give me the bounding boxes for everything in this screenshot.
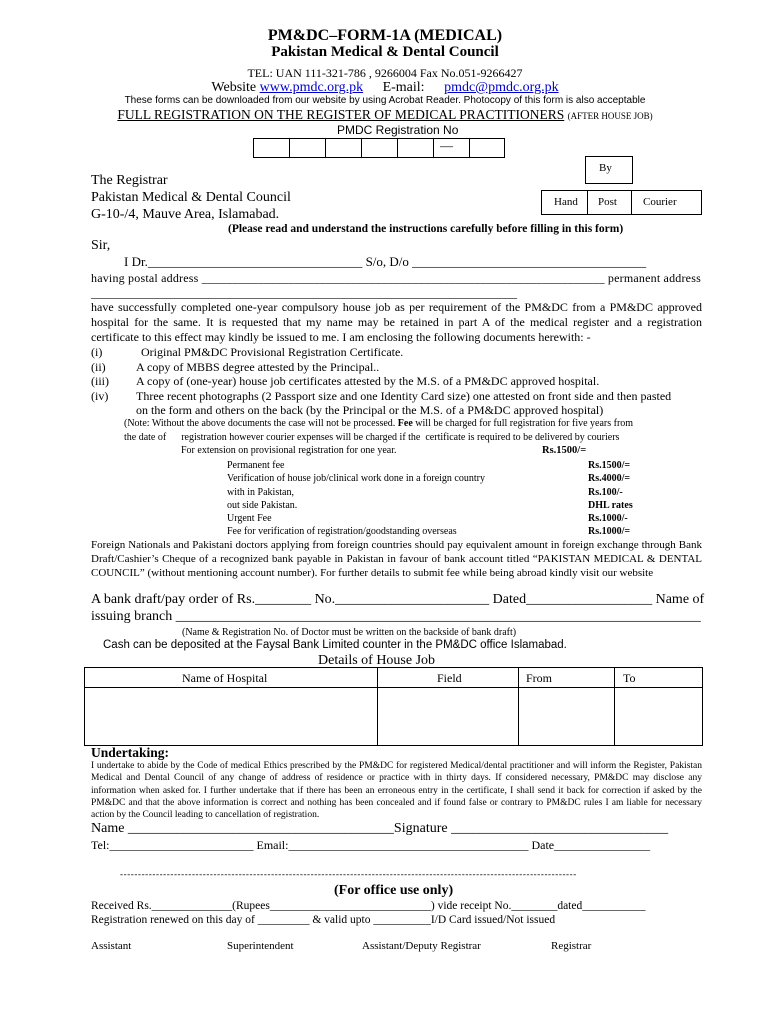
office-use-title: (For office use only) [334,883,454,898]
download-note: These forms can be downloaded from our website by using Acrobat Reader. Photocopy of this form is also acceptable [124,95,646,106]
delivery-post[interactable]: Post [598,196,617,208]
fee-label: Permanent fee [227,460,285,471]
document-text: on the form and others on the back (by the Principal or the M.S. of a PM&DC approved hospital) [136,403,604,418]
extension-amount: Rs.1500/= [542,445,587,456]
website-email-line [0,80,770,96]
tel-email-date-field[interactable]: Tel:________________________ Email:________________________________________ Date________________ [91,838,651,852]
document-text: A copy of MBBS degree attested by the Principal.. [136,359,380,374]
postal-address-field[interactable]: having postal address _________________________________________________________________ permanent address [91,271,701,285]
table-row [227,525,647,538]
fee-note-b: will be charged for full registration for five years from [415,418,634,429]
delivery-courier[interactable]: Courier [643,196,677,208]
reg-no-cell [325,139,326,157]
renewal-field[interactable]: Registration renewed on this day of _________ & valid upto __________I/D Card issued/Not issued [91,914,556,926]
registration-suffix: (AFTER HOUSE JOB) [567,111,653,121]
column-header-field: Field [437,671,462,685]
document-number: (iv) [91,388,109,403]
extension-label: For extension on provisional registration for one year. [181,445,397,456]
table-row [227,472,647,485]
column-header-to: To [623,671,636,685]
fee-note-line-1 [124,418,633,429]
fee-amount: Rs.1500/= [588,460,631,471]
applicant-name-field[interactable]: I Dr._________________________________ S/o, D/o ____________________________________ [124,254,647,269]
cash-deposit-note: Cash can be deposited at the Faysal Bank Limited counter in the PM&DC office Islamabad. [103,639,567,651]
fees-table [227,459,647,539]
column-header-from: From [526,671,553,685]
reg-no-cell [397,139,398,157]
from-input[interactable] [519,688,614,746]
address-line-2: Pakistan Medical & Dental Council [91,190,291,205]
website-link[interactable]: www.pmdc.org.pk [259,80,364,95]
address-line-3: G-10-/4, Mauve Area, Islamabad. [91,207,280,222]
address-continuation-field[interactable]: _______________________________________________________________________ [91,286,517,300]
field-input[interactable] [378,688,518,746]
fee-amount: DHL rates [588,499,633,511]
reg-no-cell [361,139,362,157]
by-box [585,156,633,184]
bank-draft-field[interactable]: A bank draft/pay order of Rs.________ No.______________________ Dated__________________ Name of [91,592,705,607]
contact-line: TEL: UAN 111-321-786 , 9266004 Fax No.051-9266427 [247,66,523,80]
delivery-options [541,190,702,215]
table-row [227,486,647,499]
request-paragraph: have successfully completed one-year compulsory house job as per requirement of the PM&DC from a PM&DC approved hospital for the same. It is requested that my name may be retained in part A of the medical register and a registration certificate to this effect may kindly be issued to me. I am enclosing the following documents herewith: - [91,300,702,344]
reg-no-cell [433,139,434,157]
instructions-note: (Please read and understand the instructions carefully before filling in this form) [228,223,624,235]
to-input[interactable] [615,688,703,746]
list-item [91,403,711,418]
role-assistant: Assistant [91,940,132,952]
table-row [227,512,647,525]
document-text: Original PM&DC Provisional Registration Certificate. [141,345,404,359]
role-superintendent: Superintendent [227,940,294,952]
document-number: (i) [91,345,103,359]
fee-label: Fee for verification of registration/goodstanding overseas [227,526,457,538]
delivery-hand[interactable]: Hand [554,196,578,208]
list-item [91,389,711,404]
column-header-hospital: Name of Hospital [182,671,268,685]
by-label: By [599,162,612,174]
fee-label: Verification of house job/clinical work done in a foreign country [227,473,485,485]
reg-no-cell [469,139,470,157]
documents-list [91,345,711,418]
table-row [227,499,647,512]
foreign-nationals-paragraph: Foreign Nationals and Pakistani doctors applying from foreign countries should pay equivalent amount in foreign exchange through Bank Draft/Cashier’s Cheque of a recognized bank payable in Pakistan in favour of bank account titled “PAKISTAN MEDICAL & DENTAL COUNCIL” (without mentioning account number). For further details to submit fee while being abroad kindly visit our website [91,539,702,579]
list-item [91,360,711,375]
document-number: (iii) [91,374,109,389]
issuing-branch-field[interactable]: issuing branch ___________________________________________________________________________ [91,609,701,624]
bank-name-note: (Name & Registration No. of Doctor must be written on the backside of bank draft) [182,627,517,638]
undertaking-title: Undertaking: [91,745,170,760]
undertaking-text: I undertake to abide by the Code of medical Ethics prescribed by the PM&DC for registered Medical/dental practitioner and will inform the Register, Pakistan Medical and Dental Council of any change of address of residence or practice with in thirty days. If considered necessary, PM&DC may disclose any information when asked for. I further undertake that if there has been an erroneous entry in the certificate, I shall send it back for correction if asked by the PM&DC and that the above information is correct and nothing has been concealed and if found false or contrary to PM&DC rules I am liable for necessary action by the Council leading to cancellation of registration. [91,761,702,821]
document-text: Three recent photographs (2 Passport size and one Identity Card size) one attested on front side and then pasted [136,388,672,403]
fee-label: out side Pakistan. [227,499,298,511]
reg-no-label: PMDC Registration No [337,123,459,137]
address-line-1: The Registrar [91,173,168,188]
list-item [91,345,711,360]
document-number: (ii) [91,359,106,374]
document-text: A copy of (one-year) house job certificates attested by the M.S. of a PM&DC approved hospital. [136,374,600,389]
reg-no-input[interactable] [253,138,505,158]
fee-amount: Rs.4000/= [588,473,631,485]
email-label: E-mail: [382,80,425,95]
fee-label: Urgent Fee [227,513,272,525]
fee-word: Fee [397,418,413,429]
salutation: Sir, [91,238,111,253]
list-item [91,374,711,389]
fee-amount: Rs.100/- [588,486,623,498]
table-row [227,459,647,472]
name-signature-field[interactable]: Name ______________________________________Signature _______________________________ [91,821,669,836]
registration-title: FULL REGISTRATION ON THE REGISTER OF MEDICAL PRACTITIONERS [117,107,565,122]
registration-heading [0,107,770,123]
house-job-table [84,667,703,746]
fee-label: with in Pakistan, [227,486,294,498]
reg-no-dash: — [440,138,453,153]
reg-no-cell [289,139,290,157]
council-name: Pakistan Medical & Dental Council [271,44,499,60]
fee-note-a: (Note: Without the above documents the case will not be processed. [124,418,396,429]
receipt-field[interactable]: Received Rs.______________(Rupees____________________________) vide receipt No.________dated___________ [91,900,646,912]
office-divider: ------------------------------------------------------------------------------------------------------------------------------- [120,869,577,879]
website-label: Website [211,80,257,95]
role-assistant-deputy-registrar: Assistant/Deputy Registrar [362,940,481,952]
fee-note-line-2: the date of registration however courier expenses will be charged if the certificate is required to be delivered by couriers [124,432,620,443]
hospital-input[interactable] [85,688,377,746]
fee-amount: Rs.1000/= [588,526,631,538]
email-link[interactable]: pmdc@pmdc.org.pk [444,80,559,95]
role-registrar: Registrar [551,940,592,952]
delivery-divider [587,191,588,214]
house-job-title: Details of House Job [318,653,436,668]
fee-amount: Rs.1000/- [588,513,628,525]
form-title: PM&DC–FORM-1A (MEDICAL) [267,27,503,44]
delivery-divider [631,191,632,214]
